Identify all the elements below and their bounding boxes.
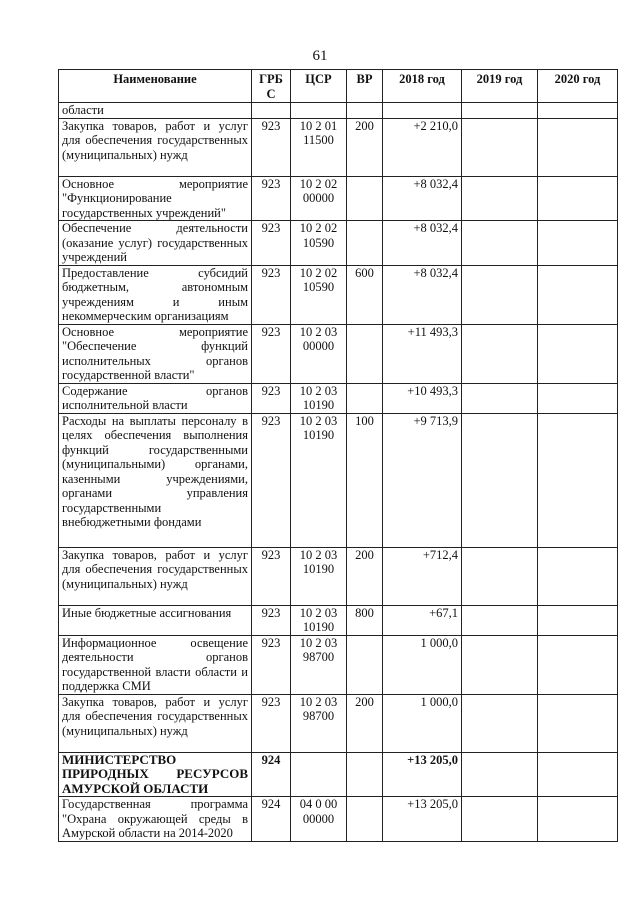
- row-csr: 10 2 03 98700: [291, 635, 347, 694]
- table-row: [59, 176, 618, 221]
- table-row: [59, 752, 618, 797]
- row-2019: [462, 413, 538, 547]
- row-grbs: 923: [252, 547, 291, 605]
- row-2018: +2 210,0: [383, 118, 462, 176]
- row-2018: +712,4: [383, 547, 462, 605]
- row-2018: +67,1: [383, 605, 462, 635]
- row-vr: [347, 797, 383, 842]
- row-grbs: 923: [252, 221, 291, 266]
- table-row: [59, 103, 618, 119]
- row-vr: [347, 176, 383, 221]
- row-name: Основное мероприятие "Обеспечение функций исполнительных органов государственной власти": [59, 324, 252, 383]
- row-2018: +13 205,0: [383, 797, 462, 842]
- table-row: [59, 118, 618, 176]
- row-name: Обеспечение деятельности (оказание услуг) государственных учреждений: [59, 221, 252, 266]
- row-name: Иные бюджетные ассигнования: [59, 605, 252, 635]
- header-csr: ЦСР: [291, 70, 347, 103]
- row-name: Содержание органов исполнительной власти: [59, 383, 252, 413]
- row-2019: [462, 694, 538, 752]
- row-2020: [538, 694, 618, 752]
- row-grbs: 923: [252, 694, 291, 752]
- row-2019: [462, 221, 538, 266]
- row-csr: 10 2 03 00000: [291, 324, 347, 383]
- row-name: Расходы на выплаты персоналу в целях обеспечения выполнения функций государственными (муниципальными) органами, казенными учреждениями, органами управления государственными внебюджетными фондами: [59, 413, 252, 547]
- row-name: Информационное освещение деятельности органов государственной власти области и поддержка СМИ: [59, 635, 252, 694]
- row-2019: [462, 118, 538, 176]
- header-name: Наименование: [59, 70, 252, 103]
- row-2018: +8 032,4: [383, 176, 462, 221]
- row-vr: 800: [347, 605, 383, 635]
- row-grbs: 923: [252, 383, 291, 413]
- row-2020: [538, 383, 618, 413]
- table-header-row: [59, 70, 618, 103]
- budget-table: [58, 69, 618, 842]
- row-2019: [462, 752, 538, 797]
- table-row: [59, 605, 618, 635]
- row-vr: 100: [347, 413, 383, 547]
- row-grbs: 923: [252, 324, 291, 383]
- row-2020: [538, 635, 618, 694]
- page-number: 61: [312, 48, 328, 64]
- row-vr: [347, 324, 383, 383]
- row-2019: [462, 324, 538, 383]
- row-csr: 10 2 03 10190: [291, 413, 347, 547]
- row-2018: +8 032,4: [383, 221, 462, 266]
- row-2018: 1 000,0: [383, 694, 462, 752]
- row-csr: 10 2 03 98700: [291, 694, 347, 752]
- row-2018: +11 493,3: [383, 324, 462, 383]
- row-vr: [347, 752, 383, 797]
- row-name: Закупка товаров, работ и услуг для обеспечения государственных (муниципальных) нужд: [59, 694, 252, 752]
- table-row: [59, 265, 618, 324]
- row-vr: 600: [347, 265, 383, 324]
- row-vr: [347, 383, 383, 413]
- table-row: [59, 635, 618, 694]
- row-vr: [347, 635, 383, 694]
- table-row: [59, 694, 618, 752]
- row-name: Государственная программа "Охрана окружающей среды в Амурской области на 2014-2020: [59, 797, 252, 842]
- row-csr: 10 2 02 00000: [291, 176, 347, 221]
- row-2018: [383, 103, 462, 119]
- row-name: Основное мероприятие "Функционирование государственных учреждений": [59, 176, 252, 221]
- header-grbs: ГРБ С: [252, 70, 291, 103]
- row-2019: [462, 547, 538, 605]
- row-2018: +10 493,3: [383, 383, 462, 413]
- row-vr: [347, 221, 383, 266]
- table-row: [59, 547, 618, 605]
- row-2020: [538, 752, 618, 797]
- row-2018: +9 713,9: [383, 413, 462, 547]
- row-name: Закупка товаров, работ и услуг для обеспечения государственных (муниципальных) нужд: [59, 547, 252, 605]
- header-2018: 2018 год: [383, 70, 462, 103]
- row-grbs: 923: [252, 265, 291, 324]
- row-2019: [462, 383, 538, 413]
- row-csr: [291, 103, 347, 119]
- row-2019: [462, 635, 538, 694]
- row-grbs: 923: [252, 635, 291, 694]
- row-2020: [538, 324, 618, 383]
- row-2018: +8 032,4: [383, 265, 462, 324]
- row-2018: 1 000,0: [383, 635, 462, 694]
- row-2019: [462, 797, 538, 842]
- row-csr: 10 2 03 10190: [291, 547, 347, 605]
- row-2018: +13 205,0: [383, 752, 462, 797]
- row-name: Закупка товаров, работ и услуг для обеспечения государственных (муниципальных) нужд: [59, 118, 252, 176]
- row-name: области: [59, 103, 252, 119]
- row-grbs: 923: [252, 605, 291, 635]
- row-csr: [291, 752, 347, 797]
- table-row: [59, 383, 618, 413]
- row-grbs: 923: [252, 118, 291, 176]
- row-grbs: 923: [252, 413, 291, 547]
- row-grbs: 923: [252, 176, 291, 221]
- row-2019: [462, 176, 538, 221]
- row-vr: 200: [347, 547, 383, 605]
- row-vr: [347, 103, 383, 119]
- row-2019: [462, 605, 538, 635]
- row-csr: 10 2 03 10190: [291, 383, 347, 413]
- row-vr: 200: [347, 118, 383, 176]
- row-csr: 10 2 02 10590: [291, 265, 347, 324]
- header-vr: ВР: [347, 70, 383, 103]
- row-2020: [538, 221, 618, 266]
- table-row: [59, 324, 618, 383]
- row-2019: [462, 265, 538, 324]
- row-csr: 10 2 01 11500: [291, 118, 347, 176]
- row-2020: [538, 265, 618, 324]
- row-2020: [538, 118, 618, 176]
- header-2019: 2019 год: [462, 70, 538, 103]
- row-csr: 10 2 02 10590: [291, 221, 347, 266]
- row-grbs: 924: [252, 752, 291, 797]
- header-2020: 2020 год: [538, 70, 618, 103]
- table-row: [59, 221, 618, 266]
- row-grbs: [252, 103, 291, 119]
- table-row: [59, 797, 618, 842]
- row-2020: [538, 605, 618, 635]
- row-2020: [538, 103, 618, 119]
- row-name: Предоставление субсидий бюджетным, автономным учреждениям и иным некоммерческим организациям: [59, 265, 252, 324]
- table-row: [59, 413, 618, 547]
- row-2020: [538, 176, 618, 221]
- row-2020: [538, 547, 618, 605]
- row-csr: 04 0 00 00000: [291, 797, 347, 842]
- row-vr: 200: [347, 694, 383, 752]
- row-name: МИНИСТЕРСТВО ПРИРОДНЫХ РЕСУРСОВ АМУРСКОЙ ОБЛАСТИ: [59, 752, 252, 797]
- row-2019: [462, 103, 538, 119]
- row-2020: [538, 413, 618, 547]
- row-grbs: 924: [252, 797, 291, 842]
- row-csr: 10 2 03 10190: [291, 605, 347, 635]
- row-2020: [538, 797, 618, 842]
